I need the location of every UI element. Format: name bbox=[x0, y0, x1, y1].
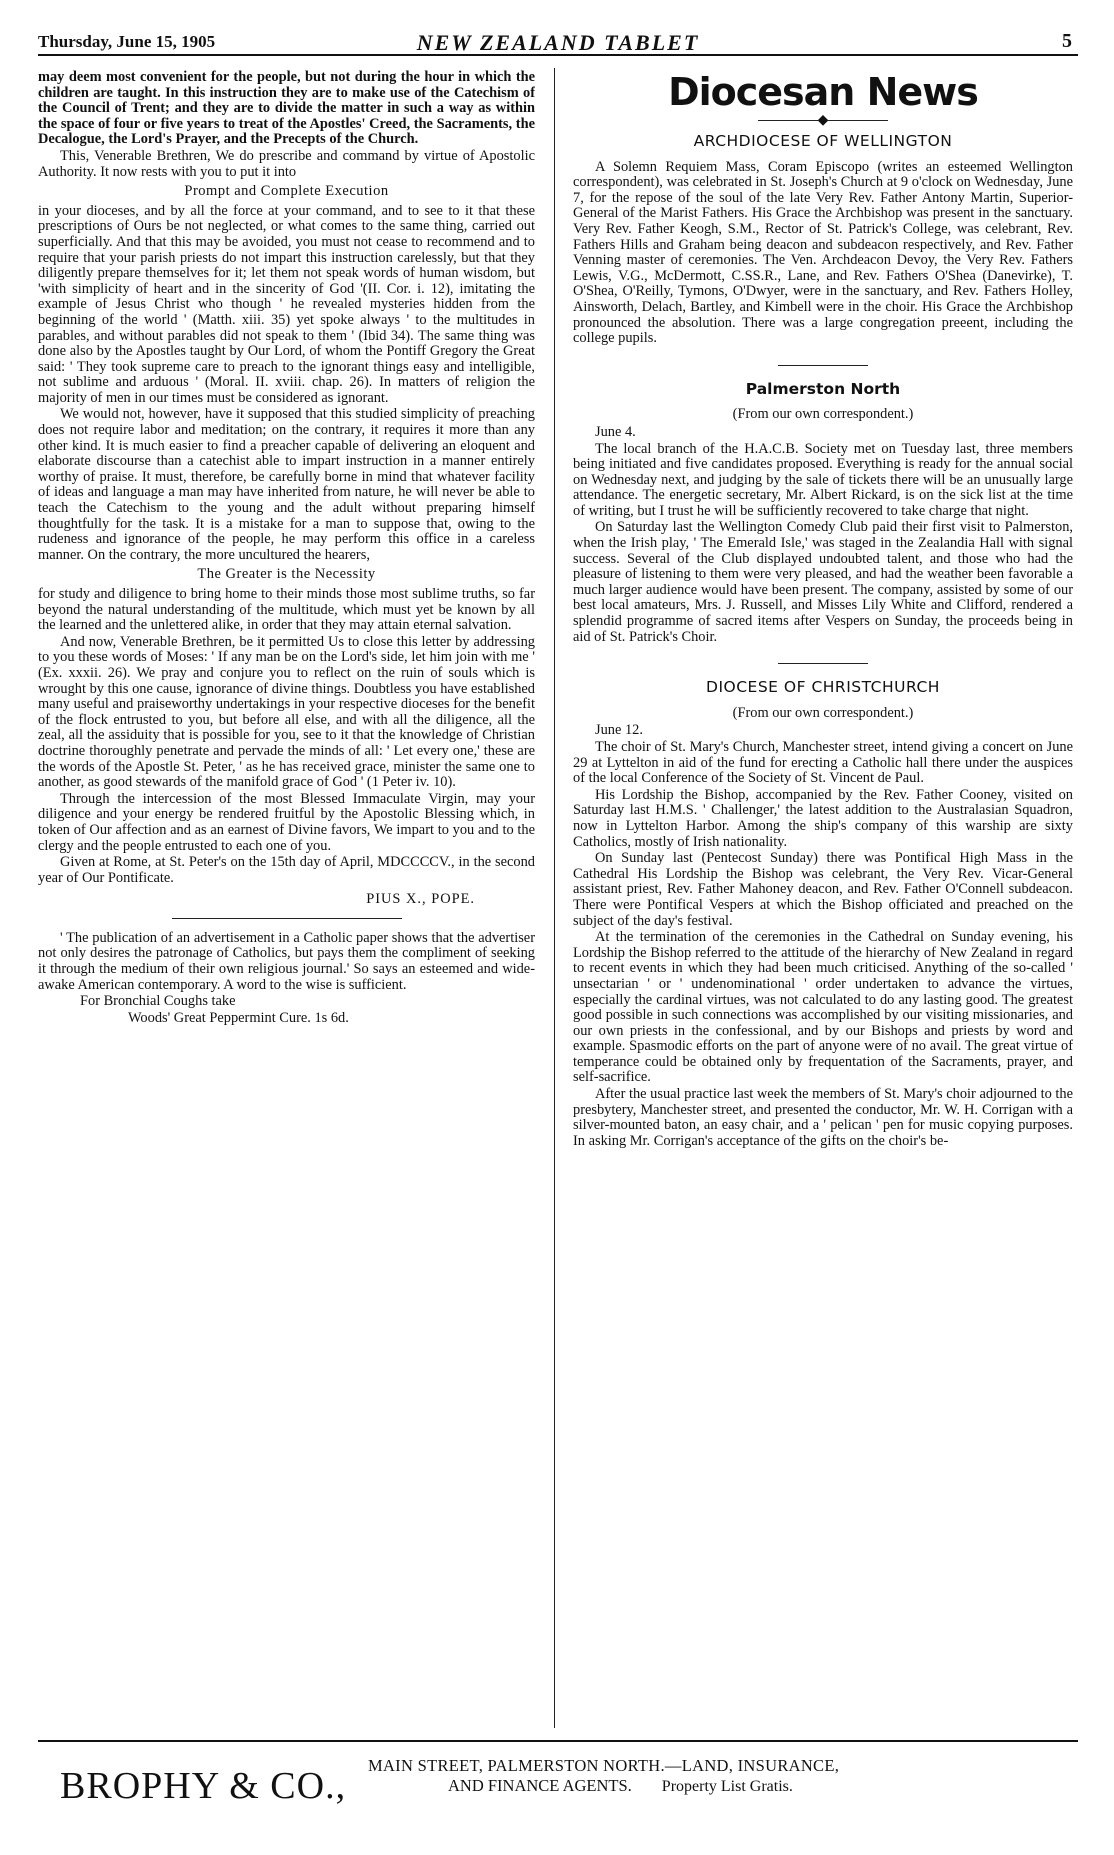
advertisement-line: For Bronchial Coughs take bbox=[80, 993, 236, 1010]
right-column bbox=[573, 70, 1073, 1725]
footer-advertisement bbox=[38, 1740, 1078, 1812]
subheading: Prompt and Complete Execution bbox=[184, 183, 389, 200]
advertiser-details bbox=[368, 1756, 1068, 1797]
paragraph: The choir of St. Mary's Church, Manchester street, intend giving a concert on June 29 at Lyttelton in aid of the fund for erecting a Catholic hall there under the auspices of the local Conference of the Society of St. Vincent de Paul. bbox=[573, 739, 1073, 787]
paragraph: The local branch of the H.A.C.B. Society met on Tuesday last, three members being initiated and five candidates proposed. Everything is ready for the annual social on Wednesday next, and judging by the sale of tickets there will be an unusually large attendance. The energetic secretary, Mr. Albert Rickard, is on the sick list at the time of writing, but I trust he will be sufficiently recovered to take charge that night. bbox=[573, 440, 1073, 519]
divider-rule bbox=[778, 365, 868, 366]
subheading: The Greater is the Necessity bbox=[197, 566, 376, 583]
services-line bbox=[368, 1776, 1068, 1797]
address-line: MAIN STREET, PALMERSTON NORTH.—LAND, INSURANCE, bbox=[368, 1756, 840, 1775]
paragraph: At the termination of the ceremonies in the Cathedral on Sunday evening, his Lordship the Bishop referred to the attitude of the hierarchy of New Zealand in regard to recent events in which they had been much criticised. Anything of the so-called ' unsectarian ' or ' undenominational ' order undertaken to advance the virtues, especially the cardinal virtues, was not calculated to do any lasting good. The greatest good possible in such connections was accomplished by our visiting missionaries, and our own priests in the confessional, and by our Bishops and priests by word and example. Spasmodic efforts on the part of anyone were of no avail. The great virtue of temperance could be obtained only by frequentation of the Sacraments, prayer, and self-sacrifice. bbox=[573, 929, 1073, 1086]
paragraph: in your dioceses, and by all the force at your command, and to see to it that these prescriptions of Ours be not neglected, or what comes to the same thing, carried out superficially. And that this may be avoided, you must not cease to recommend and to require that your parish priests do not impart this instruction carelessly, but that they diligently prepare themselves for it; let them not speak words of human wisdom, but 'with simplicity of heart and in the sincerity of God '(II. Cor. i. 12), imitating the example of Jesus Christ who though ' he revealed mysteries hidden from the beginning of the world ' (Matth. xiii. 35) yet spoke always ' to the multitudes in parables, and without parables did not speak to them ' (Ibid 34). The same thing was done also by the Apostles taught by Our Lord, of whom the Pontiff Gregory the Great said: ' They took supreme care to preach to the ignorant things easy and intelligible, not sublime and arduous ' (Moral. II. xviii. chap. 26). In matters of religion the majority of men in our times must be considered as ignorant. bbox=[38, 202, 535, 406]
masthead bbox=[38, 30, 1078, 56]
newspaper-title: NEW ZEALAND TABLET bbox=[416, 30, 700, 55]
paragraph: Given at Rome, at St. Peter's on the 15th day of April, MDCCCCV., in the second year of Our Pontificate. bbox=[38, 854, 535, 886]
dateline: June 12. bbox=[595, 722, 643, 739]
section-heading: Palmerston North bbox=[745, 379, 901, 398]
paragraph: may deem most convenient for the people, but not during the hour in which the children are taught. In this instruction they are to make use of the Catechism of the Council of Trent; and they are to divide the matter in such a way as within the space of four or five years to treat of the Apostles' Creed, the Sacraments, the Decalogue, the Lord's Prayer, and the Precepts of the Church. bbox=[38, 70, 535, 148]
paragraph: After the usual practice last week the members of St. Mary's choir adjourned to the presbytery, Manchester street, and presented the conductor, Mr. W. H. Corrigan with a silver-mounted baton, an easy chair, and a ' pelican ' pen for music copying purposes. In asking Mr. Corrigan's acceptance of the gifts on the choir's be- bbox=[573, 1086, 1073, 1149]
services-text: AND FINANCE AGENTS. bbox=[448, 1776, 632, 1795]
gratis-text: Property List Gratis. bbox=[661, 1778, 793, 1795]
divider-rule bbox=[778, 663, 868, 664]
paragraph: On Saturday last the Wellington Comedy Club paid their first visit to Palmerston, when the Irish play, ' The Emerald Isle,' was staged in the Zealandia Hall with signal success. Several of the Club displayed undoubted talent, and those who had the pleasure of listening to them were very pleased, and had the weather been favorable a much larger audience would have been present. The company, assisted by some of our best local amateurs, Mrs. J. Russell, and Misses Lily White and Clifford, rendered a splendid programme of sacred items after Vespers on Sunday, the proceeds being in aid of St. Patrick's Choir. bbox=[573, 519, 1073, 645]
paragraph: On Sunday last (Pentecost Sunday) there was Pontifical High Mass in the Cathedral His Lordship the Bishop was celebrant, the Very Rev. Vicar-General assistant priest, Rev. Father Mahoney deacon, and Rev. Father O'Connell subdeacon. There were Pontifical Vespers at which the Bishop officiated and preached on the subject of the day's festival. bbox=[573, 850, 1073, 929]
paragraph: A Solemn Requiem Mass, Coram Episcopo (writes an esteemed Wellington correspondent), was celebrated in St. Joseph's Church at 9 o'clock on Wednesday, June 7, for the repose of the soul of the late Very Rev. Father Antony Martin, Superior-General of the Marist Fathers. His Grace the Archbishop was present in the sanctuary. Very Rev. Father Keogh, S.M., Rector of St. Patrick's College, was celebrant, Rev. Fathers Hills and Graham being deacon and subdeacon respectively, and Rev. Father Venning master of ceremonies. The Ven. Archdeacon Devoy, the Very Rev. Fathers Lewis, V.G., McDermott, C.SS.R., Lane, and Rev. Fathers O'Shea (Danevirke), T. O'Shea, O'Reilly, Tymons, O'Dwyer, were in the sanctuary, and Rev. Fathers Holley, Ainsworth, Delach, Bartley, and Kimbell were in the choir. His Grace the Archbishop pronounced the absolution. There was a large congregation preeent, including the college pupils. bbox=[573, 158, 1073, 347]
section-heading: ARCHDIOCESE OF WELLINGTON bbox=[693, 132, 953, 150]
section-heading: DIOCESE OF CHRISTCHURCH bbox=[706, 678, 940, 697]
column-divider bbox=[554, 68, 555, 1728]
page-number: 5 bbox=[1062, 30, 1072, 52]
divider-rule bbox=[172, 918, 402, 919]
signature: PIUS X., POPE. bbox=[366, 891, 475, 908]
ornament: ◆ bbox=[573, 114, 1073, 128]
source-line: (From our own correspondent.) bbox=[732, 406, 914, 423]
paragraph: And now, Venerable Brethren, be it permitted Us to close this letter by addressing to you these words of Moses: ' If any man be on the Lord's side, let him join with me ' (Ex. xxxii. 26). We pray and conjure you to reflect on the ruin of souls which is wrought by this one cause, ignorance of divine things. Doubtless you have established many useful and praiseworthy undertakings in your respective dioceses for the benefit of the flock entrusted to you, but before all else, and with all the diligence, all the zeal, all the assiduity that is possible for you, see to it that the knowledge of Christian doctrine thoroughly penetrate and pervade the minds of all: ' Let every one,' these are the words of the Apostle St. Peter, ' as he has received grace, minister the same one to another, as good stewards of the manifold grace of God ' (1 Peter iv. 10). bbox=[38, 633, 535, 791]
paragraph: for study and diligence to bring home to their minds those most sublime truths, so far beyond the natural understanding of the multitude, which must yet be known by all the learned and the unlettered alike, in order that they may attain eternal salvation. bbox=[38, 586, 535, 634]
section-title: Diocesan News bbox=[668, 70, 978, 114]
advertisement-line: Woods' Great Peppermint Cure. 1s 6d. bbox=[128, 1009, 349, 1026]
left-column bbox=[38, 70, 535, 1725]
source-line: (From our own correspondent.) bbox=[732, 704, 914, 721]
paragraph: ' The publication of an advertisement in a Catholic paper shows that the advertiser not only desires the patronage of Catholics, but pays them the compliment of seeking it through the medium of their own religious journal.' So says an esteemed and wide-awake American contemporary. A word to the wise is sufficient. bbox=[38, 929, 535, 993]
issue-date: Thursday, June 15, 1905 bbox=[38, 32, 216, 51]
advertiser-name: BROPHY & CO., bbox=[60, 1765, 347, 1807]
dateline: June 4. bbox=[595, 423, 636, 440]
paragraph: Through the intercession of the most Blessed Immaculate Virgin, may your diligence and your energy be rendered fruitful by the Apostolic Blessing which, in token of Our affection and as an earnest of Divine favors, We impart to you and to the clergy and the people entrusted to each one of you. bbox=[38, 790, 535, 854]
paragraph: We would not, however, have it supposed that this studied simplicity of preaching does not require labor and meditation; on the contrary, it requires it more than any other kind. It is much easier to find a preacher capable of delivering an eloquent and elaborate discourse than a catechist able to impart instruction in a manner entirely worthy of praise. It must, therefore, be carefully borne in mind that whatever facility of ideas and language a man may have inherited from nature, he will never be able to teach the Catechism to the young and the adult without preparing himself thoughtfully for the task. It is a mistake for a man to suppose that, owing to the rudeness and ignorance of the people, he may perform this office in a careless manner. On the contrary, the more uncultured the hearers, bbox=[38, 406, 535, 563]
paragraph: This, Venerable Brethren, We do prescribe and command by virtue of Apostolic Authority. It now rests with you to put it into bbox=[38, 147, 535, 180]
paragraph: His Lordship the Bishop, accompanied by the Rev. Father Cooney, visited on Saturday last H.M.S. ' Challenger,' the latest addition to the Australasian Squadron, now in Lyttelton Harbor. Among the ship's company of this warship are sixty Catholics, mostly of Irish nationality. bbox=[573, 786, 1073, 850]
